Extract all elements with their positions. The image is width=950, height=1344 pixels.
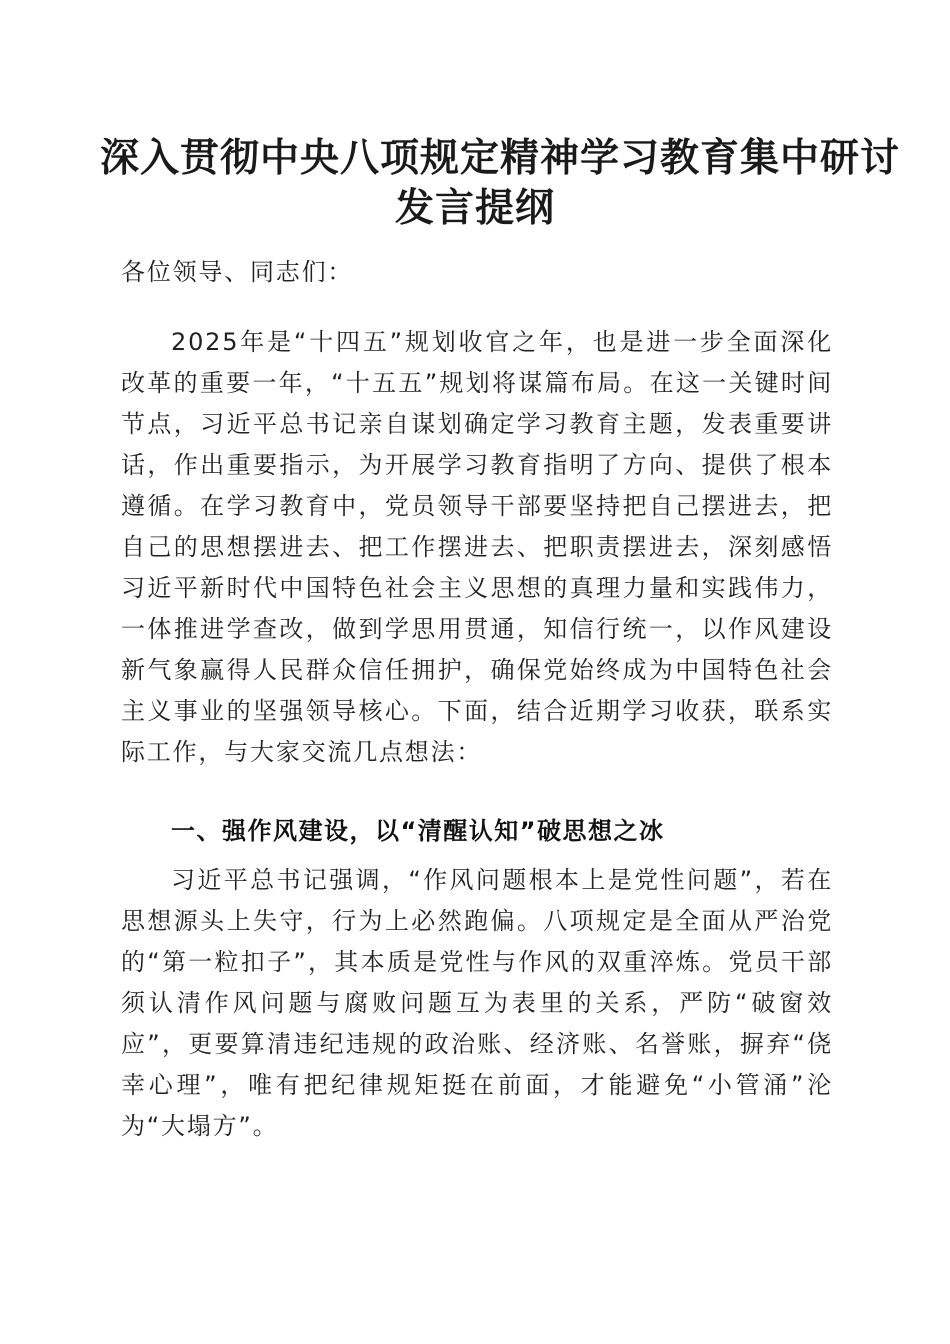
section-heading-1: 一、强作风建设，以“清醒认知”破思想之冰	[171, 817, 665, 845]
document-title-line-2: 发言提纲	[394, 185, 555, 231]
salutation: 各位领导、同志们：	[121, 258, 354, 286]
paragraph-section-1: 习近平总书记强调，“作风问题根本上是党性问题”，若在思想源头上失守，行为上必然跑偏。八项规定是全面从严治党的“第一粒扣子”，其本质是党性与作风的双重淬炼。党员干部须认清作风问题与腐败问题互为表里的关系，严防“破窗效应”，更要算清违纪违规的政治账、经济账、名誉账，摒弃“侥幸心理”，唯有把纪律规矩挺在前面，才能避免“小管涌”沦为“大塌方”。	[121, 866, 833, 1140]
paragraph-intro: 2025年是“十四五”规划收官之年，也是进一步全面深化改革的重要一年，“十五五”规划将谋篇布局。在这一关键时间节点，习近平总书记亲自谋划确定学习教育主题，发表重要讲话，作出重要指示，为开展学习教育指明了方向、提供了根本遵循。在学习教育中，党员领导干部要坚持把自己摆进去，把自己的思想摆进去、把工作摆进去、把职责摆进去，深刻感悟习近平新时代中国特色社会主义思想的真理力量和实践伟力，一体推进学查改，做到学思用贯通，知信行统一，以作风建设新气象赢得人民群众信任拥护，确保党始终成为中国特色社会主义事业的坚强领导核心。下面，结合近期学习收获，联系实际工作，与大家交流几点想法：	[121, 328, 833, 766]
document-title-line-1: 深入贯彻中央八项规定精神学习教育集中研讨	[100, 135, 901, 181]
